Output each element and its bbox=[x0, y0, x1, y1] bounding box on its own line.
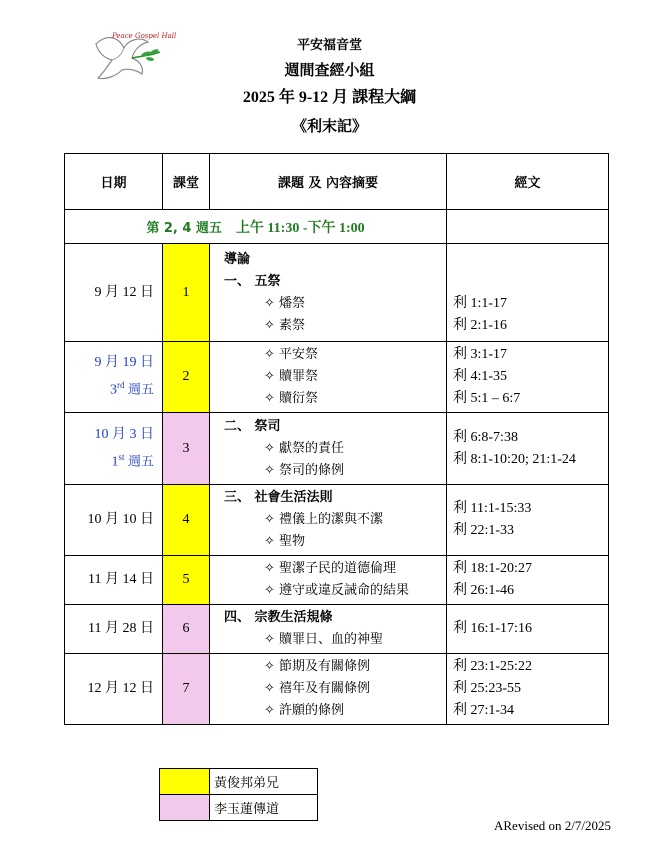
topic-subitem: ✧ 贖罪日、血的神聖 bbox=[264, 632, 384, 647]
cell-topic bbox=[210, 244, 447, 342]
topic-heading: 一、 五祭 bbox=[224, 273, 281, 289]
table-row bbox=[65, 342, 609, 413]
cell-scripture bbox=[447, 605, 609, 654]
date-text: 9 月 12 日 bbox=[94, 284, 154, 300]
scripture-ref: 利 25:23-55 bbox=[453, 681, 522, 696]
topic-subitem: ✧ 聖潔子民的道德倫理 bbox=[264, 561, 397, 576]
group-name: 週間查經小組 bbox=[284, 61, 375, 79]
topic-heading: 三、 社會生活法則 bbox=[224, 490, 333, 505]
scripture-ref: 利 4:1-35 bbox=[453, 369, 508, 384]
scripture-ref: 利 27:1-34 bbox=[453, 703, 515, 718]
date-note-weekday: 週五 bbox=[127, 382, 154, 398]
table-row bbox=[65, 413, 609, 485]
cell-date bbox=[65, 605, 163, 654]
session-time: 上午 11:30 -下午 1:00 bbox=[235, 220, 365, 236]
cell-date bbox=[65, 413, 163, 485]
date-text: 12 月 12 日 bbox=[87, 681, 154, 696]
cell-topic bbox=[210, 654, 447, 725]
session-info bbox=[65, 210, 447, 244]
cell-topic bbox=[210, 605, 447, 654]
date-note-ordinal: st bbox=[118, 451, 125, 462]
session-row bbox=[65, 210, 609, 244]
topic-subitem: ✧ 禮儀上的潔與不潔 bbox=[264, 512, 384, 527]
scripture-ref: 利 2:1-16 bbox=[453, 317, 508, 333]
cell-lesson: 2 bbox=[163, 342, 210, 413]
cell-scripture bbox=[447, 413, 609, 485]
session-empty-cell bbox=[447, 210, 609, 244]
topic-subitem: ✧ 平安祭 bbox=[264, 347, 319, 362]
legend-item bbox=[160, 769, 318, 795]
date-note bbox=[65, 446, 154, 474]
revised-date: ARevised on 2/7/2025 bbox=[494, 818, 611, 833]
scripture-spacer bbox=[453, 249, 602, 271]
cell-topic bbox=[210, 342, 447, 413]
cell-date bbox=[65, 654, 163, 725]
cell-date bbox=[65, 556, 163, 605]
header-scripture: 經文 bbox=[447, 154, 609, 210]
date-note-weekday: 週五 bbox=[127, 454, 154, 470]
legend-swatch-yellow bbox=[160, 769, 210, 795]
topic-subitem: ✧ 許願的條例 bbox=[264, 703, 345, 718]
date-note-ordinal: rd bbox=[116, 380, 125, 391]
topic-heading: 導論 bbox=[224, 251, 251, 267]
topic-subitem: ✧ 遵守或違反誡命的結果 bbox=[264, 583, 410, 598]
table-row bbox=[65, 556, 609, 605]
legend-name: 黃俊邦弟兄 bbox=[210, 769, 318, 795]
cell-scripture bbox=[447, 654, 609, 725]
cell-lesson: 4 bbox=[163, 485, 210, 556]
scripture-ref: 利 1:1-17 bbox=[453, 295, 508, 311]
cell-lesson: 6 bbox=[163, 605, 210, 654]
document-header bbox=[0, 36, 659, 140]
date-text: 10 月 3 日 bbox=[94, 426, 154, 442]
topic-subitem: ✧ 燔祭 bbox=[264, 295, 306, 311]
cell-lesson: 3 bbox=[163, 413, 210, 485]
topic-subitem: ✧ 素祭 bbox=[264, 317, 306, 333]
topic-heading: 二、 祭司 bbox=[224, 418, 281, 434]
header-date: 日期 bbox=[65, 154, 163, 210]
topic-subitem: ✧ 贖衍祭 bbox=[264, 391, 319, 406]
header-lesson: 課堂 bbox=[163, 154, 210, 210]
table-row bbox=[65, 654, 609, 725]
scripture-ref: 利 22:1-33 bbox=[453, 523, 515, 538]
legend-swatch-pink bbox=[160, 795, 210, 821]
topic-subitem: ✧ 禧年及有關條例 bbox=[264, 681, 371, 696]
cell-lesson: 5 bbox=[163, 556, 210, 605]
date-text: 11 月 14 日 bbox=[88, 572, 154, 587]
topic-subitem: ✧ 聖物 bbox=[264, 534, 306, 549]
scripture-ref: 利 16:1-17:16 bbox=[453, 621, 532, 636]
legend bbox=[159, 768, 318, 821]
scripture-ref: 利 23:1-25:22 bbox=[453, 659, 532, 674]
course-title: 2025 年 9-12 月 課程大綱 bbox=[242, 89, 417, 106]
header-topic: 課題 及 內容摘要 bbox=[210, 154, 447, 210]
scripture-ref: 利 6:8-7:38 bbox=[453, 429, 518, 445]
cell-scripture bbox=[447, 342, 609, 413]
topic-subitem: ✧ 獻祭的責任 bbox=[264, 440, 345, 456]
date-text: 10 月 10 日 bbox=[87, 512, 154, 527]
schedule-table bbox=[64, 153, 609, 725]
scripture-spacer bbox=[453, 271, 602, 293]
cell-date bbox=[65, 485, 163, 556]
scripture-ref: 利 11:1-15:33 bbox=[453, 501, 532, 516]
date-note-number: 1 bbox=[111, 454, 119, 470]
legend-item bbox=[160, 795, 318, 821]
cell-scripture bbox=[447, 485, 609, 556]
cell-date bbox=[65, 244, 163, 342]
scripture-ref: 利 26:1-46 bbox=[453, 583, 515, 598]
date-text: 9 月 19 日 bbox=[94, 355, 154, 371]
cell-date bbox=[65, 342, 163, 413]
cell-lesson: 7 bbox=[163, 654, 210, 725]
scripture-ref: 利 18:1-20:27 bbox=[453, 561, 532, 576]
scripture-ref: 利 8:1-10:20; 21:1-24 bbox=[453, 451, 576, 467]
cell-scripture bbox=[447, 556, 609, 605]
logo-lettering: Peace Gospel Hall bbox=[112, 32, 177, 40]
date-text: 11 月 28 日 bbox=[88, 621, 154, 636]
date-note bbox=[65, 374, 154, 402]
scripture-ref: 利 3:1-17 bbox=[453, 347, 508, 362]
cell-topic bbox=[210, 485, 447, 556]
table-row bbox=[65, 605, 609, 654]
cell-scripture bbox=[447, 244, 609, 342]
topic-subitem: ✧ 祭司的條例 bbox=[264, 462, 345, 478]
scripture-ref: 利 5:1 – 6:7 bbox=[453, 391, 521, 406]
table-row bbox=[65, 485, 609, 556]
church-name: 平安福音堂 bbox=[296, 38, 362, 53]
legend-name: 李玉蓮傳道 bbox=[210, 795, 318, 821]
book-title: 《利末記》 bbox=[291, 117, 367, 135]
date-note-number: 3 bbox=[109, 382, 117, 398]
schedule-rows bbox=[65, 244, 609, 725]
topic-subitem: ✧ 節期及有關條例 bbox=[264, 659, 371, 674]
cell-topic bbox=[210, 413, 447, 485]
topic-heading: 四、 宗教生活規條 bbox=[224, 610, 333, 625]
table-row bbox=[65, 244, 609, 342]
table-header-row bbox=[65, 154, 609, 210]
session-days: 第 2, 4 週五 bbox=[146, 220, 222, 236]
cell-lesson: 1 bbox=[163, 244, 210, 342]
topic-subitem: ✧ 贖罪祭 bbox=[264, 369, 319, 384]
cell-topic bbox=[210, 556, 447, 605]
